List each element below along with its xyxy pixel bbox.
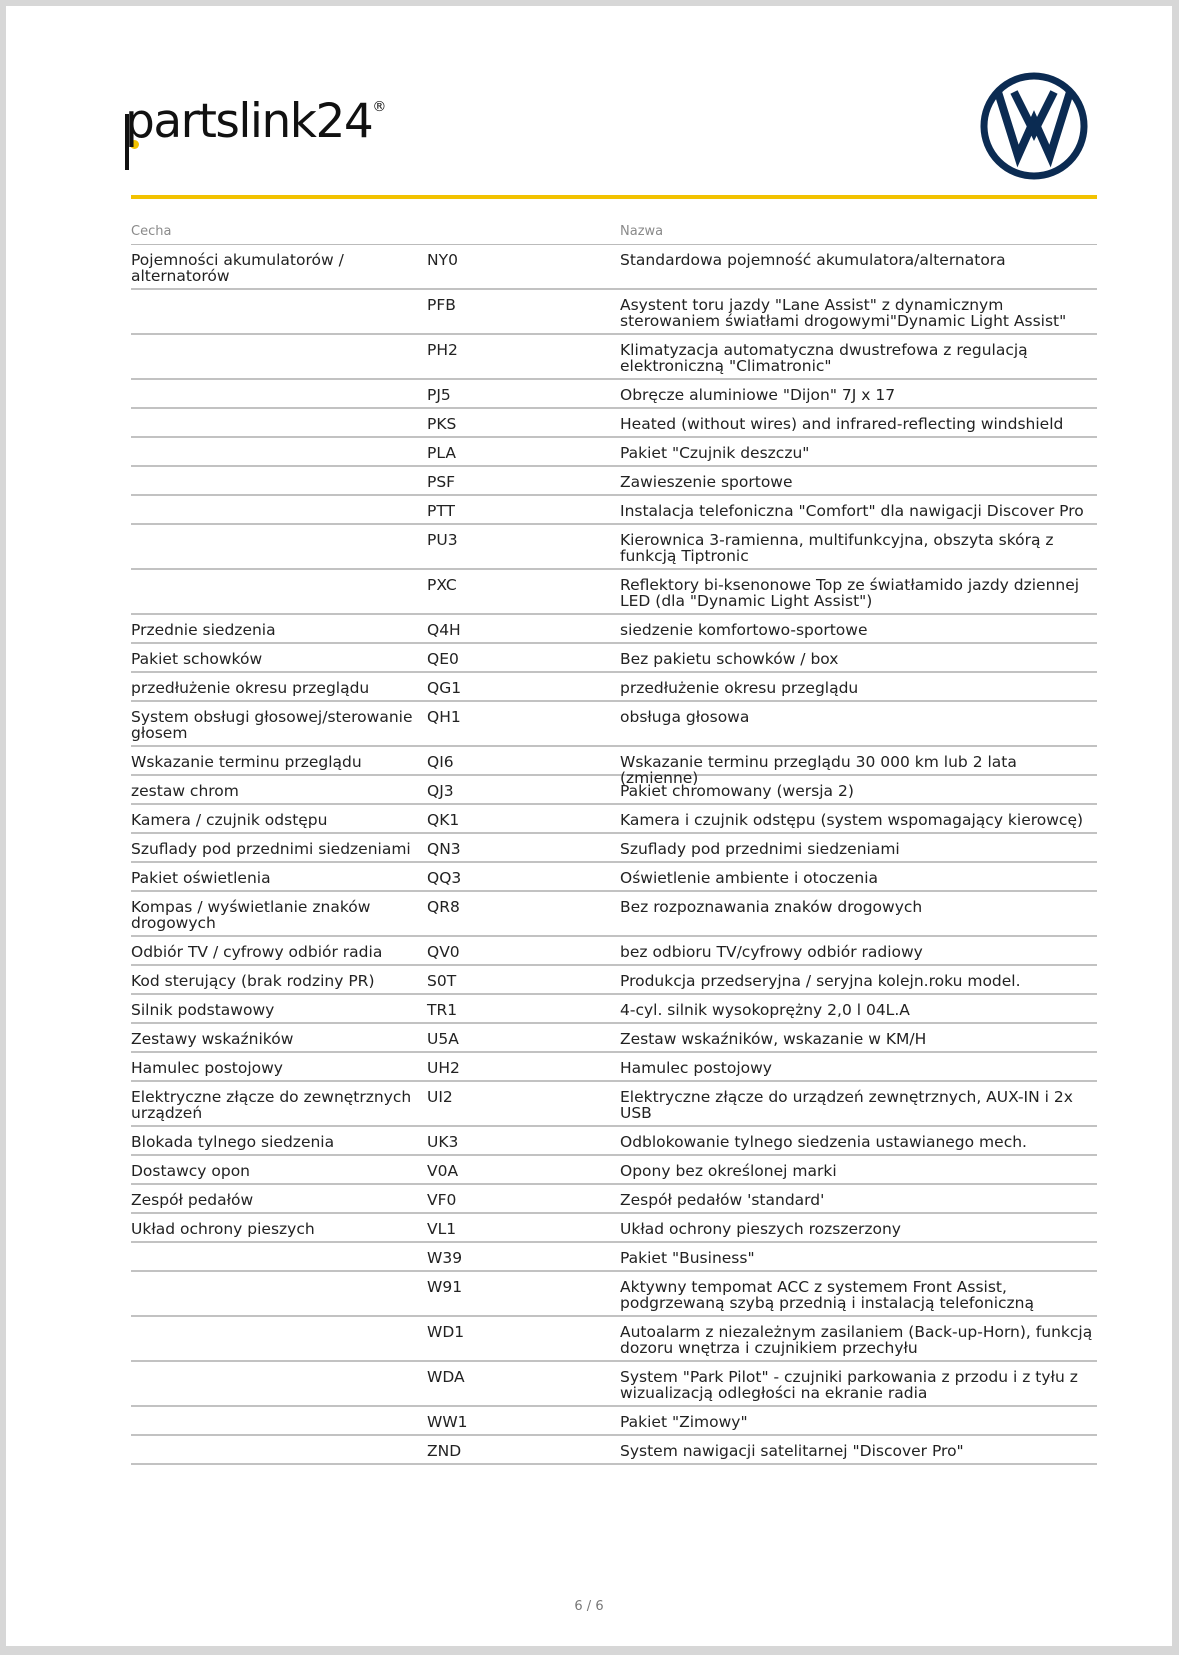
row-name: Pakiet "Business" (620, 1249, 755, 1267)
row-code: PXC (427, 576, 457, 594)
table-row (131, 1214, 1097, 1243)
row-code: PU3 (427, 531, 458, 549)
row-code: QI6 (427, 753, 454, 771)
row-code: V0A (427, 1162, 459, 1180)
row-code: QR8 (427, 898, 460, 916)
table-row (131, 496, 1097, 525)
row-name: System "Park Pilot" - czujniki parkowania z przodu i z tyłu z wizualizacją odległości na ekranie radia (620, 1368, 1078, 1402)
row-feature: Odbiór TV / cyfrowy odbiór radia (131, 943, 383, 961)
row-code: PSF (427, 473, 456, 491)
row-code: W39 (427, 1249, 463, 1267)
table-header (131, 224, 1097, 242)
row-name: Aktywny tempomat ACC z systemem Front Assist, podgrzewaną szybą przednią i instalacją telefoniczną (620, 1278, 1034, 1312)
row-code: PKS (427, 415, 457, 433)
table-row (131, 1362, 1097, 1407)
row-name: Kamera i czujnik odstępu (system wspomagający kierowcę) (620, 811, 1084, 829)
row-name: Autoalarm z niezależnym zasilaniem (Back-up-Horn), funkcją dozoru wnętrza i czujnikiem przechyłu (620, 1323, 1093, 1357)
row-feature: Pojemności akumulatorów / alternatorów (131, 251, 344, 285)
row-name: Kierownica 3-ramienna, multifunkcyjna, obszyta skórą z funkcją Tiptronic (620, 531, 1054, 565)
row-code: QJ3 (427, 782, 454, 800)
table-row (131, 335, 1097, 380)
row-feature: Układ ochrony pieszych (131, 1220, 315, 1238)
row-name: Elektryczne złącze do urządzeń zewnętrznych, AUX-IN i 2x USB (620, 1088, 1073, 1122)
row-name: Pakiet "Czujnik deszczu" (620, 444, 810, 462)
row-feature: przedłużenie okresu przeglądu (131, 679, 370, 697)
row-name: bez odbioru TV/cyfrowy odbiór radiowy (620, 943, 923, 961)
row-code: ZND (427, 1442, 462, 1460)
row-name: Szuflady pod przednimi siedzeniami (620, 840, 900, 858)
table-row (131, 995, 1097, 1024)
table-row (131, 467, 1097, 496)
header-name: Nazwa (620, 224, 664, 239)
row-code: PTT (427, 502, 456, 520)
row-name: Hamulec postojowy (620, 1059, 772, 1077)
row-name: Standardowa pojemność akumulatora/alternatora (620, 251, 1006, 269)
row-code: WD1 (427, 1323, 465, 1341)
row-code: W91 (427, 1278, 463, 1296)
row-name: Instalacja telefoniczna "Comfort" dla nawigacji Discover Pro (620, 502, 1084, 520)
vw-logo-icon (978, 70, 1090, 182)
row-code: U5A (427, 1030, 459, 1048)
table-row (131, 702, 1097, 747)
document-page (6, 6, 1172, 1646)
row-name: Oświetlenie ambiente i otoczenia (620, 869, 879, 887)
row-feature: zestaw chrom (131, 782, 239, 800)
row-name: Bez pakietu schowków / box (620, 650, 839, 668)
row-name: Pakiet "Zimowy" (620, 1413, 748, 1431)
row-name: Układ ochrony pieszych rozszerzony (620, 1220, 901, 1238)
row-feature: Wskazanie terminu przeglądu (131, 753, 362, 771)
row-name: Bez rozpoznawania znaków drogowych (620, 898, 923, 916)
table-row (131, 776, 1097, 805)
table-row (131, 892, 1097, 937)
row-feature: Zestawy wskaźników (131, 1030, 294, 1048)
row-code: QK1 (427, 811, 460, 829)
table-row (131, 615, 1097, 644)
row-code: QV0 (427, 943, 460, 961)
row-name: Opony bez określonej marki (620, 1162, 837, 1180)
row-code: UI2 (427, 1088, 453, 1106)
table-row (131, 805, 1097, 834)
table-row (131, 1127, 1097, 1156)
brand-registered-mark: ® (372, 99, 387, 115)
row-name: Produkcja przedseryjna / seryjna kolejn.roku model. (620, 972, 1021, 990)
row-code: WW1 (427, 1413, 468, 1431)
row-name: Obręcze aluminiowe "Dijon" 7J x 17 (620, 386, 896, 404)
table-row (131, 1156, 1097, 1185)
table-row (131, 1272, 1097, 1317)
table-row (131, 380, 1097, 409)
table-row (131, 834, 1097, 863)
header-divider (131, 195, 1097, 199)
row-code: PJ5 (427, 386, 451, 404)
table-row (131, 525, 1097, 570)
table-row (131, 1243, 1097, 1272)
row-code: PH2 (427, 341, 458, 359)
row-name: Heated (without wires) and infrared-reflecting windshield (620, 415, 1064, 433)
row-name: System nawigacji satelitarnej "Discover Pro" (620, 1442, 964, 1460)
row-name: przedłużenie okresu przeglądu (620, 679, 859, 697)
row-feature: Blokada tylnego siedzenia (131, 1133, 335, 1151)
page-number: 6 / 6 (574, 1599, 604, 1614)
row-code: VF0 (427, 1191, 457, 1209)
brand-name: partslink24 (125, 94, 373, 149)
row-feature: Hamulec postojowy (131, 1059, 283, 1077)
table-row (131, 863, 1097, 892)
table-row (131, 1053, 1097, 1082)
row-name: Wskazanie terminu przeglądu 30 000 km lub 2 lata (zmienne) (620, 753, 1017, 787)
table-row (131, 290, 1097, 335)
row-feature: Elektryczne złącze do zewnętrznych urządzeń (131, 1088, 412, 1122)
row-name: Zespół pedałów 'standard' (620, 1191, 825, 1209)
row-feature: Szuflady pod przednimi siedzeniami (131, 840, 411, 858)
table-row (131, 1436, 1097, 1465)
table-row (131, 644, 1097, 673)
table-row (131, 570, 1097, 615)
row-name: Zestaw wskaźników, wskazanie w KM/H (620, 1030, 927, 1048)
row-name: 4-cyl. silnik wysokoprężny 2,0 l 04L.A (620, 1001, 910, 1019)
table-row (131, 673, 1097, 702)
row-feature: Silnik podstawowy (131, 1001, 275, 1019)
row-feature: Zespół pedałów (131, 1191, 254, 1209)
table-row (131, 245, 1097, 290)
row-feature: Kod sterujący (brak rodziny PR) (131, 972, 375, 990)
row-feature: Kompas / wyświetlanie znaków drogowych (131, 898, 371, 932)
table-row (131, 438, 1097, 467)
partslink24-logo (125, 92, 386, 152)
row-code: QE0 (427, 650, 459, 668)
table-row (131, 1185, 1097, 1214)
equipment-table (131, 245, 1097, 1465)
row-name: Reflektory bi-ksenonowe Top ze światłamido jazdy dziennej LED (dla "Dynamic Light Assist") (620, 576, 1080, 610)
table-row (131, 966, 1097, 995)
row-code: PLA (427, 444, 456, 462)
row-feature: Dostawcy opon (131, 1162, 250, 1180)
row-feature: Pakiet schowków (131, 650, 263, 668)
row-name: Pakiet chromowany (wersja 2) (620, 782, 854, 800)
row-code: NY0 (427, 251, 458, 269)
row-name: Odblokowanie tylnego siedzenia ustawianego mech. (620, 1133, 1027, 1151)
row-code: VL1 (427, 1220, 457, 1238)
row-code: S0T (427, 972, 457, 990)
row-code: UH2 (427, 1059, 460, 1077)
row-feature: Pakiet oświetlenia (131, 869, 271, 887)
row-feature: Przednie siedzenia (131, 621, 276, 639)
row-code: QQ3 (427, 869, 462, 887)
table-row (131, 1082, 1097, 1127)
row-feature: System obsługi głosowej/sterowanie głosem (131, 708, 413, 742)
header-feature: Cecha (131, 224, 172, 239)
row-name: Klimatyzacja automatyczna dwustrefowa z regulacją elektroniczną "Climatronic" (620, 341, 1028, 375)
row-code: PFB (427, 296, 456, 314)
row-code: QG1 (427, 679, 462, 697)
row-code: Q4H (427, 621, 461, 639)
table-row (131, 1024, 1097, 1053)
row-name: obsługa głosowa (620, 708, 750, 726)
row-code: WDA (427, 1368, 465, 1386)
table-row (131, 1407, 1097, 1436)
row-code: QN3 (427, 840, 461, 858)
row-name: Asystent toru jazdy "Lane Assist" z dynamicznym sterowaniem światłami drogowymi"Dynamic Light Assist" (620, 296, 1067, 330)
table-row (131, 747, 1097, 787)
row-code: UK3 (427, 1133, 459, 1151)
table-row (131, 409, 1097, 438)
row-name: Zawieszenie sportowe (620, 473, 793, 491)
row-name: siedzenie komfortowo-sportowe (620, 621, 868, 639)
row-code: TR1 (427, 1001, 458, 1019)
table-row (131, 1317, 1097, 1362)
row-feature: Kamera / czujnik odstępu (131, 811, 328, 829)
table-row (131, 937, 1097, 966)
row-code: QH1 (427, 708, 461, 726)
